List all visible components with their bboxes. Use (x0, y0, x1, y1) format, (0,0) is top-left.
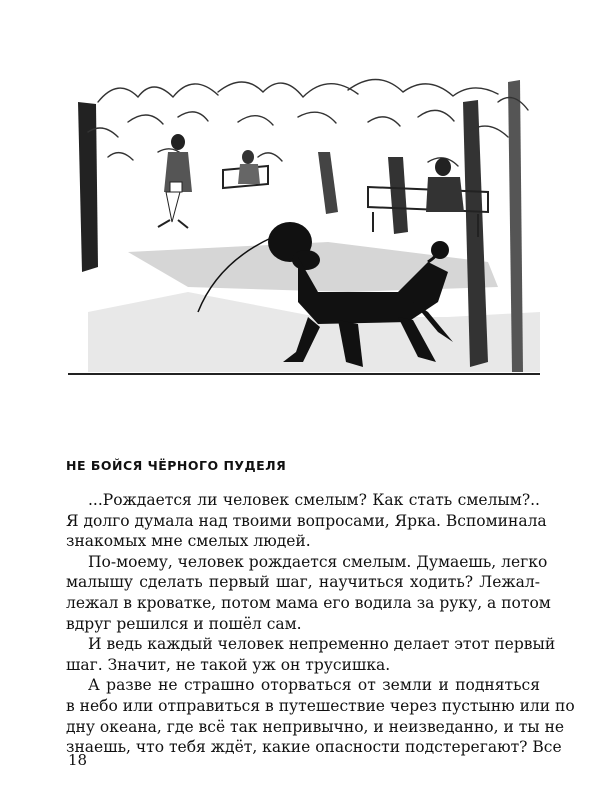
text-line: малышу сделать первый шаг, научиться ходить? Лежал- (66, 573, 540, 592)
text-line: По-моему, человек рождается смелым. Думаешь, легко (88, 552, 548, 571)
text-line: дну океана, где всё так непривычно, и неизведанно, и ты не (66, 717, 565, 736)
poodle-drawing (68, 62, 540, 402)
page-number: 18 (68, 751, 88, 769)
text-line: лежал в кроватке, потом мама его водила за руку, а потом (66, 593, 551, 612)
text-line: в небо или отправиться в путешествие через пустыню или по (66, 696, 575, 715)
text-line: ...Рождается ли человек смелым? Как стать смелым?.. (88, 491, 540, 509)
park-poodle-illustration (68, 62, 540, 402)
text-line: знакомых мне смелых людей. (66, 532, 311, 551)
text-line: знаешь, что тебя ждёт, какие опасности подстерегают? Все (66, 738, 562, 757)
text-line: И ведь каждый человек непременно делает этот первый (88, 635, 556, 654)
body-text (66, 490, 575, 758)
text-line: А разве не страшно оторваться от земли и подняться (88, 676, 540, 695)
text-line: шаг. Значит, не такой уж он трусишка. (66, 655, 391, 674)
text-line: вдруг решился и пошёл сам. (66, 614, 302, 633)
text-line: Я долго думала над твоими вопросами, Ярка. Вспоминала (66, 511, 547, 530)
chapter-heading: НЕ БОЙСЯ ЧЁРНОГО ПУДЕЛЯ (66, 458, 287, 473)
